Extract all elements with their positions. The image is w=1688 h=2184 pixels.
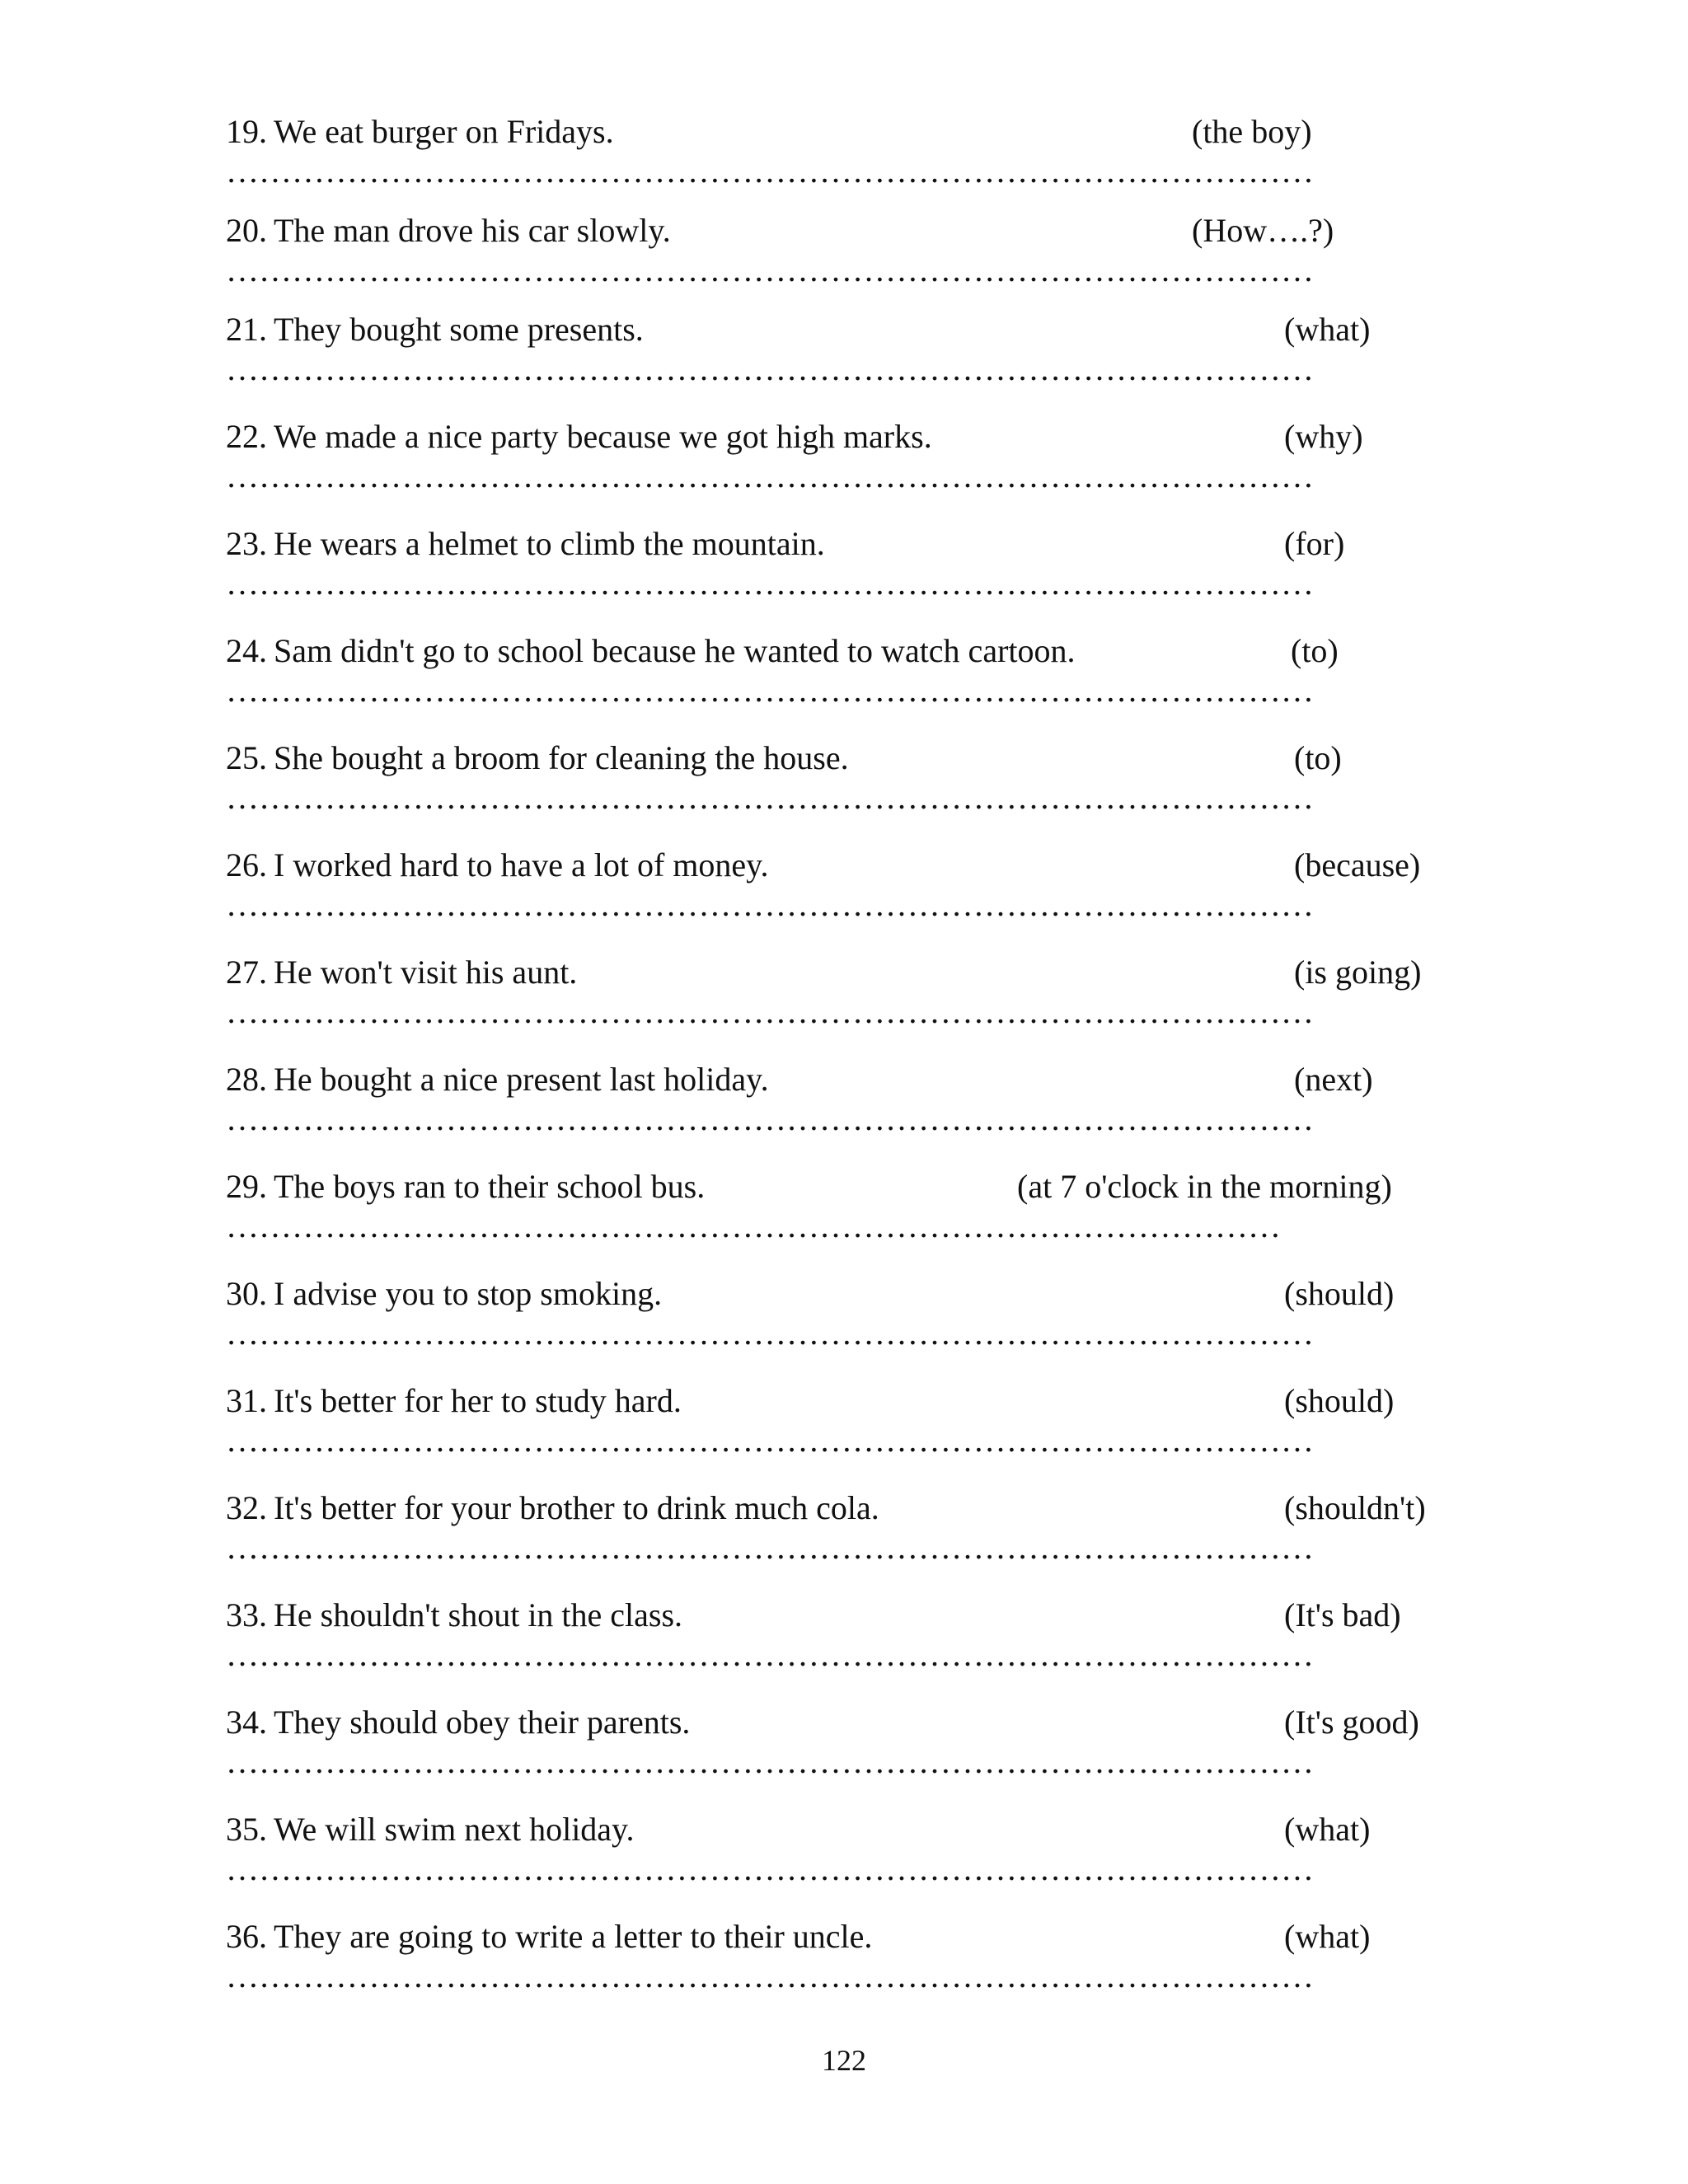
item-sentence: I advise you to stop smoking. — [274, 1275, 663, 1312]
item-number: 25. — [226, 739, 267, 776]
item-sentence: We eat burger on Fridays. — [274, 113, 614, 150]
item-sentence: He wears a helmet to climb the mountain. — [274, 525, 825, 562]
item-sentence: He bought a nice present last holiday. — [274, 1061, 769, 1098]
item-number: 30. — [226, 1275, 267, 1312]
item-hint: (shouldn't) — [1284, 1489, 1426, 1526]
item-number: 29. — [226, 1168, 267, 1205]
exercise-item-33 — [0, 1596, 1688, 1703]
item-sentence: The man drove his car slowly. — [274, 212, 671, 249]
item-sentence: The boys ran to their school bus. — [274, 1168, 706, 1205]
item-hint: (what) — [1284, 1918, 1371, 1955]
item-hint: (for) — [1284, 525, 1345, 562]
answer-blank: ……………………………………………………………………………………… — [226, 350, 1314, 387]
exercise-item-23 — [0, 524, 1688, 631]
answer-blank: ……………………………………………………………………………………… — [226, 152, 1314, 190]
exercise-item-26 — [0, 846, 1688, 953]
item-number: 19. — [226, 113, 267, 150]
exercise-item-19 — [0, 112, 1688, 219]
answer-blank: ……………………………………………………………………………………… — [226, 672, 1314, 709]
item-number: 36. — [226, 1918, 267, 1955]
item-hint: (It's good) — [1284, 1704, 1419, 1741]
exercise-item-34 — [0, 1703, 1688, 1810]
answer-blank: ……………………………………………………………………………………… — [226, 1957, 1314, 1994]
item-hint: (to) — [1291, 632, 1339, 669]
item-sentence: It's better for your brother to drink much cola. — [274, 1489, 879, 1526]
answer-blank: ……………………………………………………………………………………… — [226, 993, 1314, 1030]
item-hint: (should) — [1284, 1382, 1395, 1419]
answer-blank: ……………………………………………………………………………………… — [226, 1422, 1314, 1459]
item-number: 35. — [226, 1811, 267, 1848]
exercise-item-32 — [0, 1488, 1688, 1596]
exercise-item-25 — [0, 738, 1688, 846]
item-number: 31. — [226, 1382, 267, 1419]
exercise-item-31 — [0, 1381, 1688, 1488]
item-hint: (the boy) — [1192, 113, 1312, 150]
item-number: 23. — [226, 525, 267, 562]
item-sentence: I worked hard to have a lot of money. — [274, 846, 769, 883]
item-hint: (is going) — [1294, 954, 1422, 991]
exercise-item-28 — [0, 1060, 1688, 1167]
answer-blank: ……………………………………………………………………………………… — [226, 779, 1314, 816]
item-sentence: We made a nice party because we got high marks. — [274, 418, 932, 455]
item-sentence: It's better for her to study hard. — [274, 1382, 682, 1419]
item-number: 21. — [226, 311, 267, 348]
exercise-item-36 — [0, 1917, 1688, 2024]
item-sentence: She bought a broom for cleaning the house. — [274, 739, 849, 776]
item-hint: (It's bad) — [1284, 1596, 1401, 1633]
item-number: 27. — [226, 954, 267, 991]
item-sentence: Sam didn't go to school because he wanted to watch cartoon. — [274, 632, 1076, 669]
answer-blank: ……………………………………………………………………………………… — [226, 1529, 1314, 1566]
item-number: 22. — [226, 418, 267, 455]
answer-blank: ……………………………………………………………………………………… — [226, 1100, 1314, 1137]
answer-blank: ……………………………………………………………………………………… — [226, 1315, 1314, 1352]
item-sentence: We will swim next holiday. — [274, 1811, 635, 1848]
exercise-item-30 — [0, 1274, 1688, 1381]
exercise-item-21 — [0, 310, 1688, 417]
answer-blank: ……………………………………………………………………………………… — [226, 1743, 1314, 1780]
exercise-item-27 — [0, 953, 1688, 1060]
item-hint: (why) — [1284, 418, 1363, 455]
exercise-item-22 — [0, 417, 1688, 524]
item-hint: (because) — [1294, 846, 1421, 883]
item-sentence: He won't visit his aunt. — [274, 954, 578, 991]
item-sentence: He shouldn't shout in the class. — [274, 1596, 683, 1633]
item-number: 24. — [226, 632, 267, 669]
answer-blank: ……………………………………………………………………………………… — [226, 1636, 1314, 1673]
item-number: 33. — [226, 1596, 267, 1633]
answer-blank: ……………………………………………………………………………………… — [226, 457, 1314, 494]
exercise-item-20 — [0, 211, 1688, 318]
item-hint: (at 7 o'clock in the morning) — [1017, 1168, 1392, 1205]
page-number: 122 — [822, 2044, 866, 2077]
item-number: 28. — [226, 1061, 267, 1098]
exercise-item-24 — [0, 631, 1688, 738]
item-number: 34. — [226, 1704, 267, 1741]
answer-blank: ……………………………………………………………………………………… — [226, 1850, 1314, 1887]
answer-blank: …………………………………………………………………………………… — [226, 1207, 1281, 1244]
item-sentence: They are going to write a letter to their uncle. — [274, 1918, 873, 1955]
answer-blank: ……………………………………………………………………………………… — [226, 565, 1314, 602]
item-hint: (what) — [1284, 1811, 1371, 1848]
item-sentence: They should obey their parents. — [274, 1704, 691, 1741]
answer-blank: ……………………………………………………………………………………… — [226, 886, 1314, 923]
exercise-item-29 — [0, 1167, 1688, 1274]
item-number: 20. — [226, 212, 267, 249]
answer-blank: ……………………………………………………………………………………… — [226, 251, 1314, 288]
item-number: 32. — [226, 1489, 267, 1526]
item-sentence: They bought some presents. — [274, 311, 644, 348]
exercise-item-35 — [0, 1810, 1688, 1917]
item-hint: (to) — [1294, 739, 1342, 776]
item-hint: (How….?) — [1192, 212, 1334, 249]
item-hint: (should) — [1284, 1275, 1395, 1312]
item-hint: (what) — [1284, 311, 1371, 348]
item-number: 26. — [226, 846, 267, 883]
item-hint: (next) — [1294, 1061, 1373, 1098]
